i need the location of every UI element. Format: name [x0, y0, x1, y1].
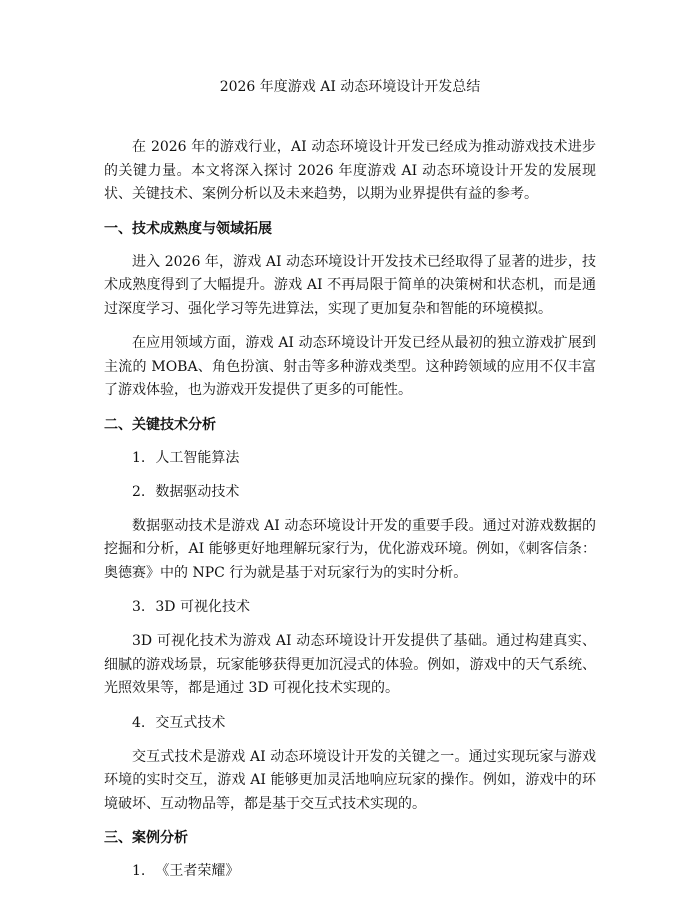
list-item-label: 交互式技术 — [155, 714, 226, 731]
intro-paragraph: 在 2026 年的游戏行业，AI 动态环境设计开发已经成为推动游戏技术进步的关键力量。本文将深入探讨 2026 年度游戏 AI 动态环境设计开发的发展现状、关键技术、案例分析以及未来趋势，以期为业界提供有益的参考。 — [104, 139, 596, 202]
interactive-paragraph: 交互式技术是游戏 AI 动态环境设计开发的关键之一。通过实现玩家与游戏环境的实时交互，游戏 AI 能够更加灵活地响应玩家的操作。例如，游戏中的环境破坏、互动物品等，都是基于交互式技术实现的。 — [104, 748, 596, 812]
section-heading-3: 三、案例分析 — [104, 830, 188, 846]
list-item-number: 2. — [132, 483, 146, 500]
list-item-interactive — [104, 712, 596, 734]
document-title: 2026 年度游戏 AI 动态环境设计开发总结 — [219, 79, 481, 95]
section-1-paragraph-1: 进入 2026 年，游戏 AI 动态环境设计开发技术已经取得了显著的进步，技术成熟度得到了大幅提升。游戏 AI 不再局限于简单的决策树和状态机，而是通过深度学习、强化学习等先进算法，实现了更加复杂和智能的环境模拟。 — [104, 253, 596, 317]
data-driven-paragraph: 数据驱动技术是游戏 AI 动态环境设计开发的重要手段。通过对游戏数据的挖掘和分析，AI 能够更好地理解玩家行为，优化游戏环境。例如，《刺客信条：奥德赛》中的 NPC 行为就是基于对玩家行为的实时分析。 — [104, 517, 596, 581]
list-item-number: 3. — [132, 599, 146, 615]
list-item-label: 3D 可视化技术 — [155, 599, 250, 615]
section-heading-2: 二、关键技术分析 — [104, 416, 216, 433]
list-item-number: 4. — [132, 714, 146, 731]
list-item-label: 人工智能算法 — [155, 449, 240, 466]
list-item-case-honor-of-kings — [104, 860, 596, 882]
list-item-number: 1. — [132, 863, 146, 879]
list-item-ai-algorithms — [104, 447, 596, 469]
3d-visualization-paragraph: 3D 可视化技术为游戏 AI 动态环境设计开发提供了基础。通过构建真实、细腻的游戏场景，玩家能够获得更加沉浸式的体验。例如，游戏中的天气系统、光照效果等，都是通过 3D 可视化技术实现的。 — [104, 633, 596, 696]
list-item-data-driven — [104, 481, 596, 503]
section-heading-1: 一、技术成熟度与领域拓展 — [104, 220, 272, 237]
list-item-3d-visualization — [104, 596, 596, 618]
section-1-paragraph-2: 在应用领域方面，游戏 AI 动态环境设计开发已经从最初的独立游戏扩展到主流的 MOBA、角色扮演、射击等多种游戏类型。这种跨领域的应用不仅丰富了游戏体验，也为游戏开发提供了更多的可能性。 — [104, 335, 596, 398]
list-item-number: 1. — [132, 449, 146, 466]
list-item-label: 《王者荣耀》 — [155, 863, 240, 879]
list-item-label: 数据驱动技术 — [155, 483, 240, 500]
